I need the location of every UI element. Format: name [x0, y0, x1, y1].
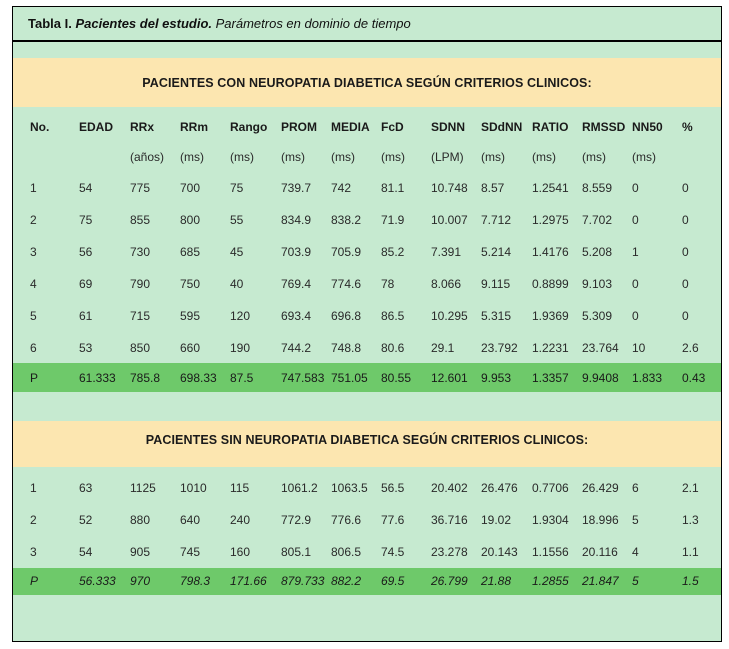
table-cell: 905 — [130, 545, 151, 559]
table-cell: 4 — [30, 277, 37, 291]
table-cell: 56 — [79, 245, 93, 259]
table-cell: 5.309 — [582, 309, 613, 323]
table-cell: 8.559 — [582, 181, 613, 195]
table-cell: 78 — [381, 277, 395, 291]
table-cell: 850 — [130, 341, 151, 355]
average-cell: 171.66 — [230, 574, 267, 588]
table-cell: 63 — [79, 481, 93, 495]
table-cell: 240 — [230, 513, 251, 527]
column-header: EDAD — [79, 120, 114, 134]
table-cell: 10.007 — [431, 213, 468, 227]
table-cell: 742 — [331, 181, 352, 195]
table-cell: 806.5 — [331, 545, 362, 559]
table-cell: 26.476 — [481, 481, 518, 495]
average-cell: 56.333 — [79, 574, 116, 588]
column-header: RMSSD — [582, 120, 626, 134]
table-cell: 1 — [30, 481, 37, 495]
table-cell: 1063.5 — [331, 481, 368, 495]
table-cell: 53 — [79, 341, 93, 355]
table-cell: 775 — [130, 181, 151, 195]
table-cell: 23.792 — [481, 341, 518, 355]
caption-rule — [13, 40, 721, 42]
table-cell: 54 — [79, 545, 93, 559]
table-cell: 45 — [230, 245, 244, 259]
average-cell: 9.953 — [481, 371, 512, 385]
table-cell: 1 — [632, 245, 639, 259]
table-cell: 774.6 — [331, 277, 362, 291]
table-cell: 1.2975 — [532, 213, 569, 227]
column-header: Rango — [230, 120, 268, 134]
table-cell: 3 — [30, 245, 37, 259]
average-cell: 882.2 — [331, 574, 362, 588]
table-cell: 190 — [230, 341, 251, 355]
table-cell: 715 — [130, 309, 151, 323]
table-cell: 86.5 — [381, 309, 405, 323]
column-header: SDdNN — [481, 120, 523, 134]
table-cell: 834.9 — [281, 213, 312, 227]
table-cell: 20.143 — [481, 545, 518, 559]
column-unit: (ms) — [381, 150, 405, 164]
column-unit: (ms) — [230, 150, 254, 164]
average-cell: 21.847 — [582, 574, 619, 588]
table-cell: 36.716 — [431, 513, 468, 527]
table-cell: 77.6 — [381, 513, 405, 527]
average-cell: 1.2855 — [532, 574, 569, 588]
average-cell: 5 — [632, 574, 639, 588]
column-header: No. — [30, 120, 50, 134]
section2-title: PACIENTES SIN NEUROPATIA DIABETICA SEGÚN CRITERIOS CLINICOS: — [145, 433, 589, 447]
table-cell: 1.1556 — [532, 545, 569, 559]
table-cell: 640 — [180, 513, 201, 527]
table-cell: 5.208 — [582, 245, 613, 259]
column-header: RRm — [180, 120, 209, 134]
table-cell: 7.391 — [431, 245, 462, 259]
table-cell: 805.1 — [281, 545, 312, 559]
table-cell: 5 — [632, 513, 639, 527]
table-cell: 696.8 — [331, 309, 362, 323]
table-cell: 71.9 — [381, 213, 405, 227]
column-unit: (ms) — [582, 150, 606, 164]
table-cell: 9.103 — [582, 277, 613, 291]
table-cell: 1.3 — [682, 513, 699, 527]
table-cell: 1.4176 — [532, 245, 569, 259]
table-cell: 29.1 — [431, 341, 455, 355]
table-cell: 745 — [180, 545, 201, 559]
table-cell: 160 — [230, 545, 251, 559]
table-cell: 5 — [30, 309, 37, 323]
table-cell: 6 — [30, 341, 37, 355]
table-cell: 880 — [130, 513, 151, 527]
table-cell: 776.6 — [331, 513, 362, 527]
column-unit: (ms) — [632, 150, 656, 164]
table-cell: 18.996 — [582, 513, 619, 527]
table-cell: 0 — [682, 213, 689, 227]
table-cell: 1.1 — [682, 545, 699, 559]
average-cell: 879.733 — [281, 574, 325, 588]
table-cell: 739.7 — [281, 181, 312, 195]
caption-subtitle: Parámetros en dominio de tiempo — [215, 16, 411, 31]
table-cell: 8.57 — [481, 181, 505, 195]
table-cell: 790 — [130, 277, 151, 291]
table-cell: 0.7706 — [532, 481, 569, 495]
table-cell: 5.214 — [481, 245, 512, 259]
average-cell: 785.8 — [130, 371, 161, 385]
average-cell: P — [30, 371, 39, 385]
table-cell: 9.115 — [481, 277, 511, 291]
table-cell: 23.764 — [582, 341, 619, 355]
table-cell: 1.2231 — [532, 341, 569, 355]
table-cell: 595 — [180, 309, 201, 323]
table-cell: 26.429 — [582, 481, 619, 495]
column-header: MEDIA — [331, 120, 370, 134]
table-cell: 1.9304 — [532, 513, 569, 527]
table-cell: 685 — [180, 245, 201, 259]
table-cell: 772.9 — [281, 513, 312, 527]
table-cell: 1.2541 — [532, 181, 569, 195]
table-cell: 1.9369 — [532, 309, 569, 323]
table-cell: 750 — [180, 277, 201, 291]
table-cell: 744.2 — [281, 341, 312, 355]
average-cell: 9.9408 — [582, 371, 619, 385]
table-cell: 0 — [632, 277, 639, 291]
table-cell: 74.5 — [381, 545, 405, 559]
table-cell: 700 — [180, 181, 201, 195]
caption-label: Tabla I. — [28, 16, 72, 31]
table-cell: 7.702 — [582, 213, 613, 227]
column-header: RATIO — [532, 120, 569, 134]
column-header: PROM — [281, 120, 317, 134]
table-cell: 81.1 — [381, 181, 405, 195]
table-cell: 4 — [632, 545, 639, 559]
table-cell: 10 — [632, 341, 646, 355]
table-cell: 0 — [632, 213, 639, 227]
average-cell: 87.5 — [230, 371, 254, 385]
table-cell: 800 — [180, 213, 201, 227]
table-cell: 10.748 — [431, 181, 468, 195]
table-cell: 0 — [632, 309, 639, 323]
average-cell: 69.5 — [381, 574, 405, 588]
table-cell: 20.116 — [582, 545, 618, 559]
table-cell: 703.9 — [281, 245, 312, 259]
table-cell: 7.712 — [481, 213, 512, 227]
table-cell: 52 — [79, 513, 93, 527]
column-header: RRx — [130, 120, 155, 134]
column-header: % — [682, 120, 693, 134]
table-cell: 75 — [79, 213, 93, 227]
table-frame — [12, 6, 722, 642]
column-unit: (años) — [130, 150, 165, 164]
table-cell: 20.402 — [431, 481, 468, 495]
column-unit: (ms) — [180, 150, 204, 164]
average-cell: 970 — [130, 574, 151, 588]
table-cell: 85.2 — [381, 245, 405, 259]
table-cell: 0 — [632, 181, 639, 195]
table-cell: 660 — [180, 341, 201, 355]
table-cell: 23.278 — [431, 545, 468, 559]
table-cell: 0 — [682, 245, 689, 259]
column-unit: (ms) — [481, 150, 505, 164]
column-header: SDNN — [431, 120, 466, 134]
table-cell: 0 — [682, 309, 689, 323]
table-cell: 838.2 — [331, 213, 362, 227]
average-cell: 751.05 — [331, 371, 368, 385]
average-cell: 698.33 — [180, 371, 217, 385]
table-cell: 115 — [230, 481, 250, 495]
table-cell: 19.02 — [481, 513, 512, 527]
table-cell: 54 — [79, 181, 93, 195]
table-cell: 1125 — [130, 481, 156, 495]
table-cell: 80.6 — [381, 341, 405, 355]
table-cell: 693.4 — [281, 309, 312, 323]
table-cell: 1010 — [180, 481, 207, 495]
table-cell: 61 — [79, 309, 93, 323]
average-cell: 1.3357 — [532, 371, 569, 385]
table-cell: 2.1 — [682, 481, 699, 495]
average-cell: 798.3 — [180, 574, 211, 588]
caption-title: Pacientes del estudio. — [75, 16, 212, 31]
table-cell: 855 — [130, 213, 151, 227]
table-cell: 0 — [682, 277, 689, 291]
table-cell: 3 — [30, 545, 37, 559]
average-cell: 747.583 — [281, 371, 325, 385]
table-cell: 69 — [79, 277, 93, 291]
table-cell: 56.5 — [381, 481, 405, 495]
column-header: NN50 — [632, 120, 663, 134]
table-cell: 748.8 — [331, 341, 362, 355]
table-cell: 8.066 — [431, 277, 462, 291]
table-cell: 705.9 — [331, 245, 362, 259]
column-unit: (ms) — [331, 150, 355, 164]
column-unit: (ms) — [281, 150, 305, 164]
average-cell: 0.43 — [682, 371, 706, 385]
table-cell: 75 — [230, 181, 244, 195]
average-cell: 1.833 — [632, 371, 663, 385]
table-cell: 2 — [30, 513, 37, 527]
average-cell: P — [30, 574, 39, 588]
table-cell: 120 — [230, 309, 251, 323]
average-cell: 26.799 — [431, 574, 468, 588]
table-cell: 40 — [230, 277, 244, 291]
table-cell: 5.315 — [481, 309, 512, 323]
table-cell: 1061.2 — [281, 481, 318, 495]
table-cell: 2 — [30, 213, 37, 227]
column-unit: (ms) — [532, 150, 556, 164]
table-caption — [28, 7, 411, 41]
average-cell: 12.601 — [431, 371, 468, 385]
table-cell: 10.295 — [431, 309, 468, 323]
table-cell: 55 — [230, 213, 244, 227]
column-unit: (LPM) — [431, 150, 464, 164]
section1-title: PACIENTES CON NEUROPATIA DIABETICA SEGÚN CRITERIOS CLINICOS: — [142, 76, 592, 90]
average-cell: 1.5 — [682, 574, 699, 588]
table-cell: 6 — [632, 481, 639, 495]
average-cell: 61.333 — [79, 371, 116, 385]
column-header: FcD — [381, 120, 404, 134]
average-cell: 21.88 — [481, 574, 512, 588]
table-cell: 769.4 — [281, 277, 312, 291]
table-cell: 2.6 — [682, 341, 699, 355]
table-cell: 730 — [130, 245, 151, 259]
table-cell: 0.8899 — [532, 277, 569, 291]
table-cell: 0 — [682, 181, 689, 195]
table-cell: 1 — [30, 181, 37, 195]
average-cell: 80.55 — [381, 371, 412, 385]
